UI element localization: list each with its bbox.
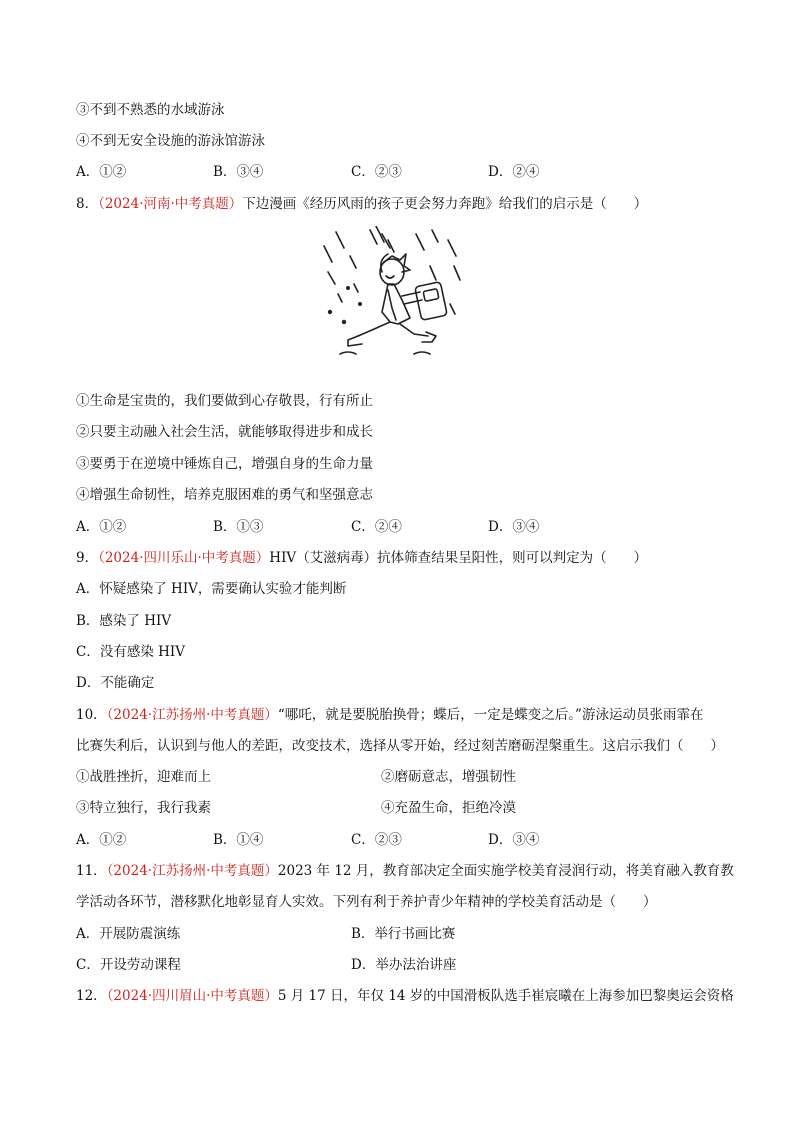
q9-option-c: C．没有感染 HIV [76, 644, 185, 660]
q11-stem-line1 [76, 862, 734, 880]
q10-item-3: ③特立独行，我行我素 [76, 800, 211, 816]
q12-source: （2024·四川眉山·中考真题） [106, 988, 278, 1004]
q7-item-3: ③不到不熟悉的水域游泳 [76, 102, 225, 118]
q9-option-a: A．怀疑感染了 HIV，需要确认实验才能判断 [76, 581, 347, 597]
q7-option-b: B．③④ [213, 164, 264, 180]
q11-option-d: D．举办法治讲座 [351, 957, 457, 973]
q9-stem-text: HIV（艾滋病毒）抗体筛查结果呈阳性，则可以判定为（ ） [269, 550, 648, 566]
q7-option-d: D．②④ [488, 164, 540, 180]
q12-stem-text: 5 月 17 日，年仅 14 岁的中国滑板队选手崔宸曦在上海参加巴黎奥运会资格 [277, 988, 734, 1004]
q11-stem-text: 2023 年 12 月，教育部决定全面实施学校美育浸润行动，将美育融入教育教 [277, 863, 734, 879]
q8-option-b: B．①③ [213, 519, 264, 535]
q10-option-a: A．①② [76, 832, 127, 848]
q8-option-a: A．①② [76, 519, 127, 535]
q8-number: 8． [76, 196, 99, 212]
q11-stem-line2: 学活动各环节，潜移默化地彰显育人实效。下列有利于养护青少年精神的学校美育活动是（ ） [76, 894, 657, 910]
q10-item-4: ④充盈生命，拒绝冷漠 [381, 800, 516, 816]
q7-option-c: C．②③ [351, 164, 402, 180]
q9-number: 9． [76, 550, 99, 566]
q10-number: 10． [76, 707, 107, 723]
q10-option-b: B．①④ [213, 832, 264, 848]
q8-stem [76, 195, 647, 213]
q10-stem-line2: 比赛失利后，认识到与他人的差距，改变技术，选择从零开始，经过刻苦磨砺涅槃重生。这启示我们（ ） [76, 738, 724, 754]
q9-option-b: B．感染了 HIV [76, 613, 172, 629]
running-child-in-rain-icon [318, 226, 464, 376]
q11-option-b: B．举行书画比赛 [351, 926, 456, 942]
q11-number: 11． [76, 863, 107, 879]
q8-option-d: D．③④ [488, 519, 540, 535]
q8-item-4: ④增强生命韧性，培养克服困难的勇气和坚强意志 [76, 487, 373, 503]
q10-item-1: ①战胜挫折，迎难而上 [76, 769, 211, 785]
q8-stem-text: 下边漫画《经历风雨的孩子更会努力奔跑》给我们的启示是（ ） [242, 196, 648, 212]
q10-item-2: ②磨砺意志，增强韧性 [381, 769, 516, 785]
q11-option-a: A．开展防震演练 [76, 926, 181, 942]
q11-option-c: C．开设劳动课程 [76, 957, 181, 973]
q12-number: 12． [76, 988, 107, 1004]
q10-stem-line1 [76, 706, 703, 724]
q10-option-c: C．②③ [351, 832, 402, 848]
q8-source: （2024·河南·中考真题） [98, 196, 243, 212]
q9-stem [76, 549, 647, 567]
q7-item-4: ④不到无安全设施的游泳馆游泳 [76, 133, 265, 149]
q8-item-2: ②只要主动融入社会生活，就能够取得进步和成长 [76, 424, 373, 440]
q8-item-3: ③要勇于在逆境中锤炼自己，增强自身的生命力量 [76, 456, 373, 472]
q10-stem-text: “哪吒，就是要脱胎换骨；蝶后，一定是蝶变之后。”游泳运动员张雨霏在 [277, 707, 704, 723]
q7-option-a: A．①② [76, 164, 127, 180]
q9-option-d: D．不能确定 [76, 675, 155, 691]
q8-option-c: C．②④ [351, 519, 402, 535]
q10-source: （2024·江苏扬州·中考真题） [106, 707, 278, 723]
q9-source: （2024·四川乐山·中考真题） [98, 550, 270, 566]
q12-stem-line1 [76, 987, 734, 1005]
q8-item-1: ①生命是宝贵的，我们要做到心存敬畏，行有所止 [76, 393, 373, 409]
q11-source: （2024·江苏扬州·中考真题） [106, 863, 278, 879]
q10-option-d: D．③④ [488, 832, 540, 848]
